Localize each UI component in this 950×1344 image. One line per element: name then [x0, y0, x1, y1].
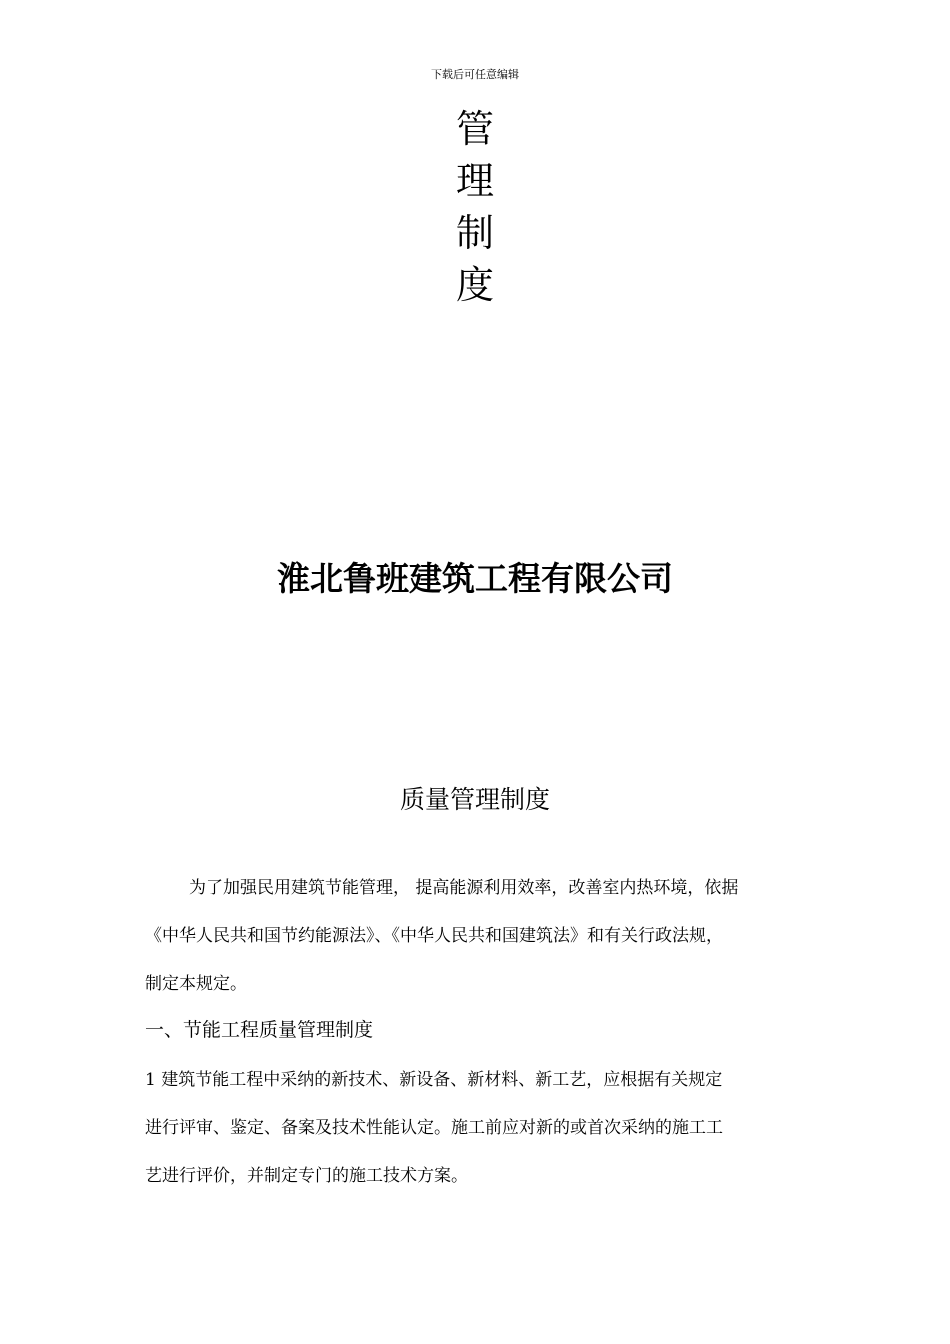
paragraph-line: 艺进行评价，并制定专门的施工技术方案。 [145, 1166, 468, 1186]
cover-title-char: 制 [455, 211, 494, 255]
paragraph-line: 1 建筑节能工程中采纳的新技术、新设备、新材料、新工艺，应根据有关规定 [145, 1070, 723, 1090]
cover-title-char: 理 [455, 159, 494, 203]
header-note: 下载后可任意编辑 [431, 68, 519, 81]
heading-energy-quality: 一、节能工程质量管理制度 [145, 1019, 374, 1041]
cover-title [0, 103, 950, 311]
paragraph-line: 为了加强民用建筑节能管理， 提高能源利用效率，改善室内热环境，依据 [189, 878, 739, 898]
paragraph-line: 制定本规定。 [145, 974, 247, 994]
paragraph-line: 《中华人民共和国节约能源法》、《中华人民共和国建筑法》和有关行政法规， [145, 926, 723, 946]
section-title: 质量管理制度 [399, 785, 550, 814]
company-name: 淮北鲁班建筑工程有限公司 [277, 559, 673, 598]
intro-paragraph [145, 864, 817, 1008]
paragraph-line: 进行评审、鉴定、备案及技术性能认定。施工前应对新的或首次采纳的施工工 [145, 1118, 723, 1138]
item-1-paragraph [145, 1056, 817, 1200]
cover-title-char: 度 [455, 263, 494, 307]
cover-title-char: 管 [455, 107, 494, 151]
